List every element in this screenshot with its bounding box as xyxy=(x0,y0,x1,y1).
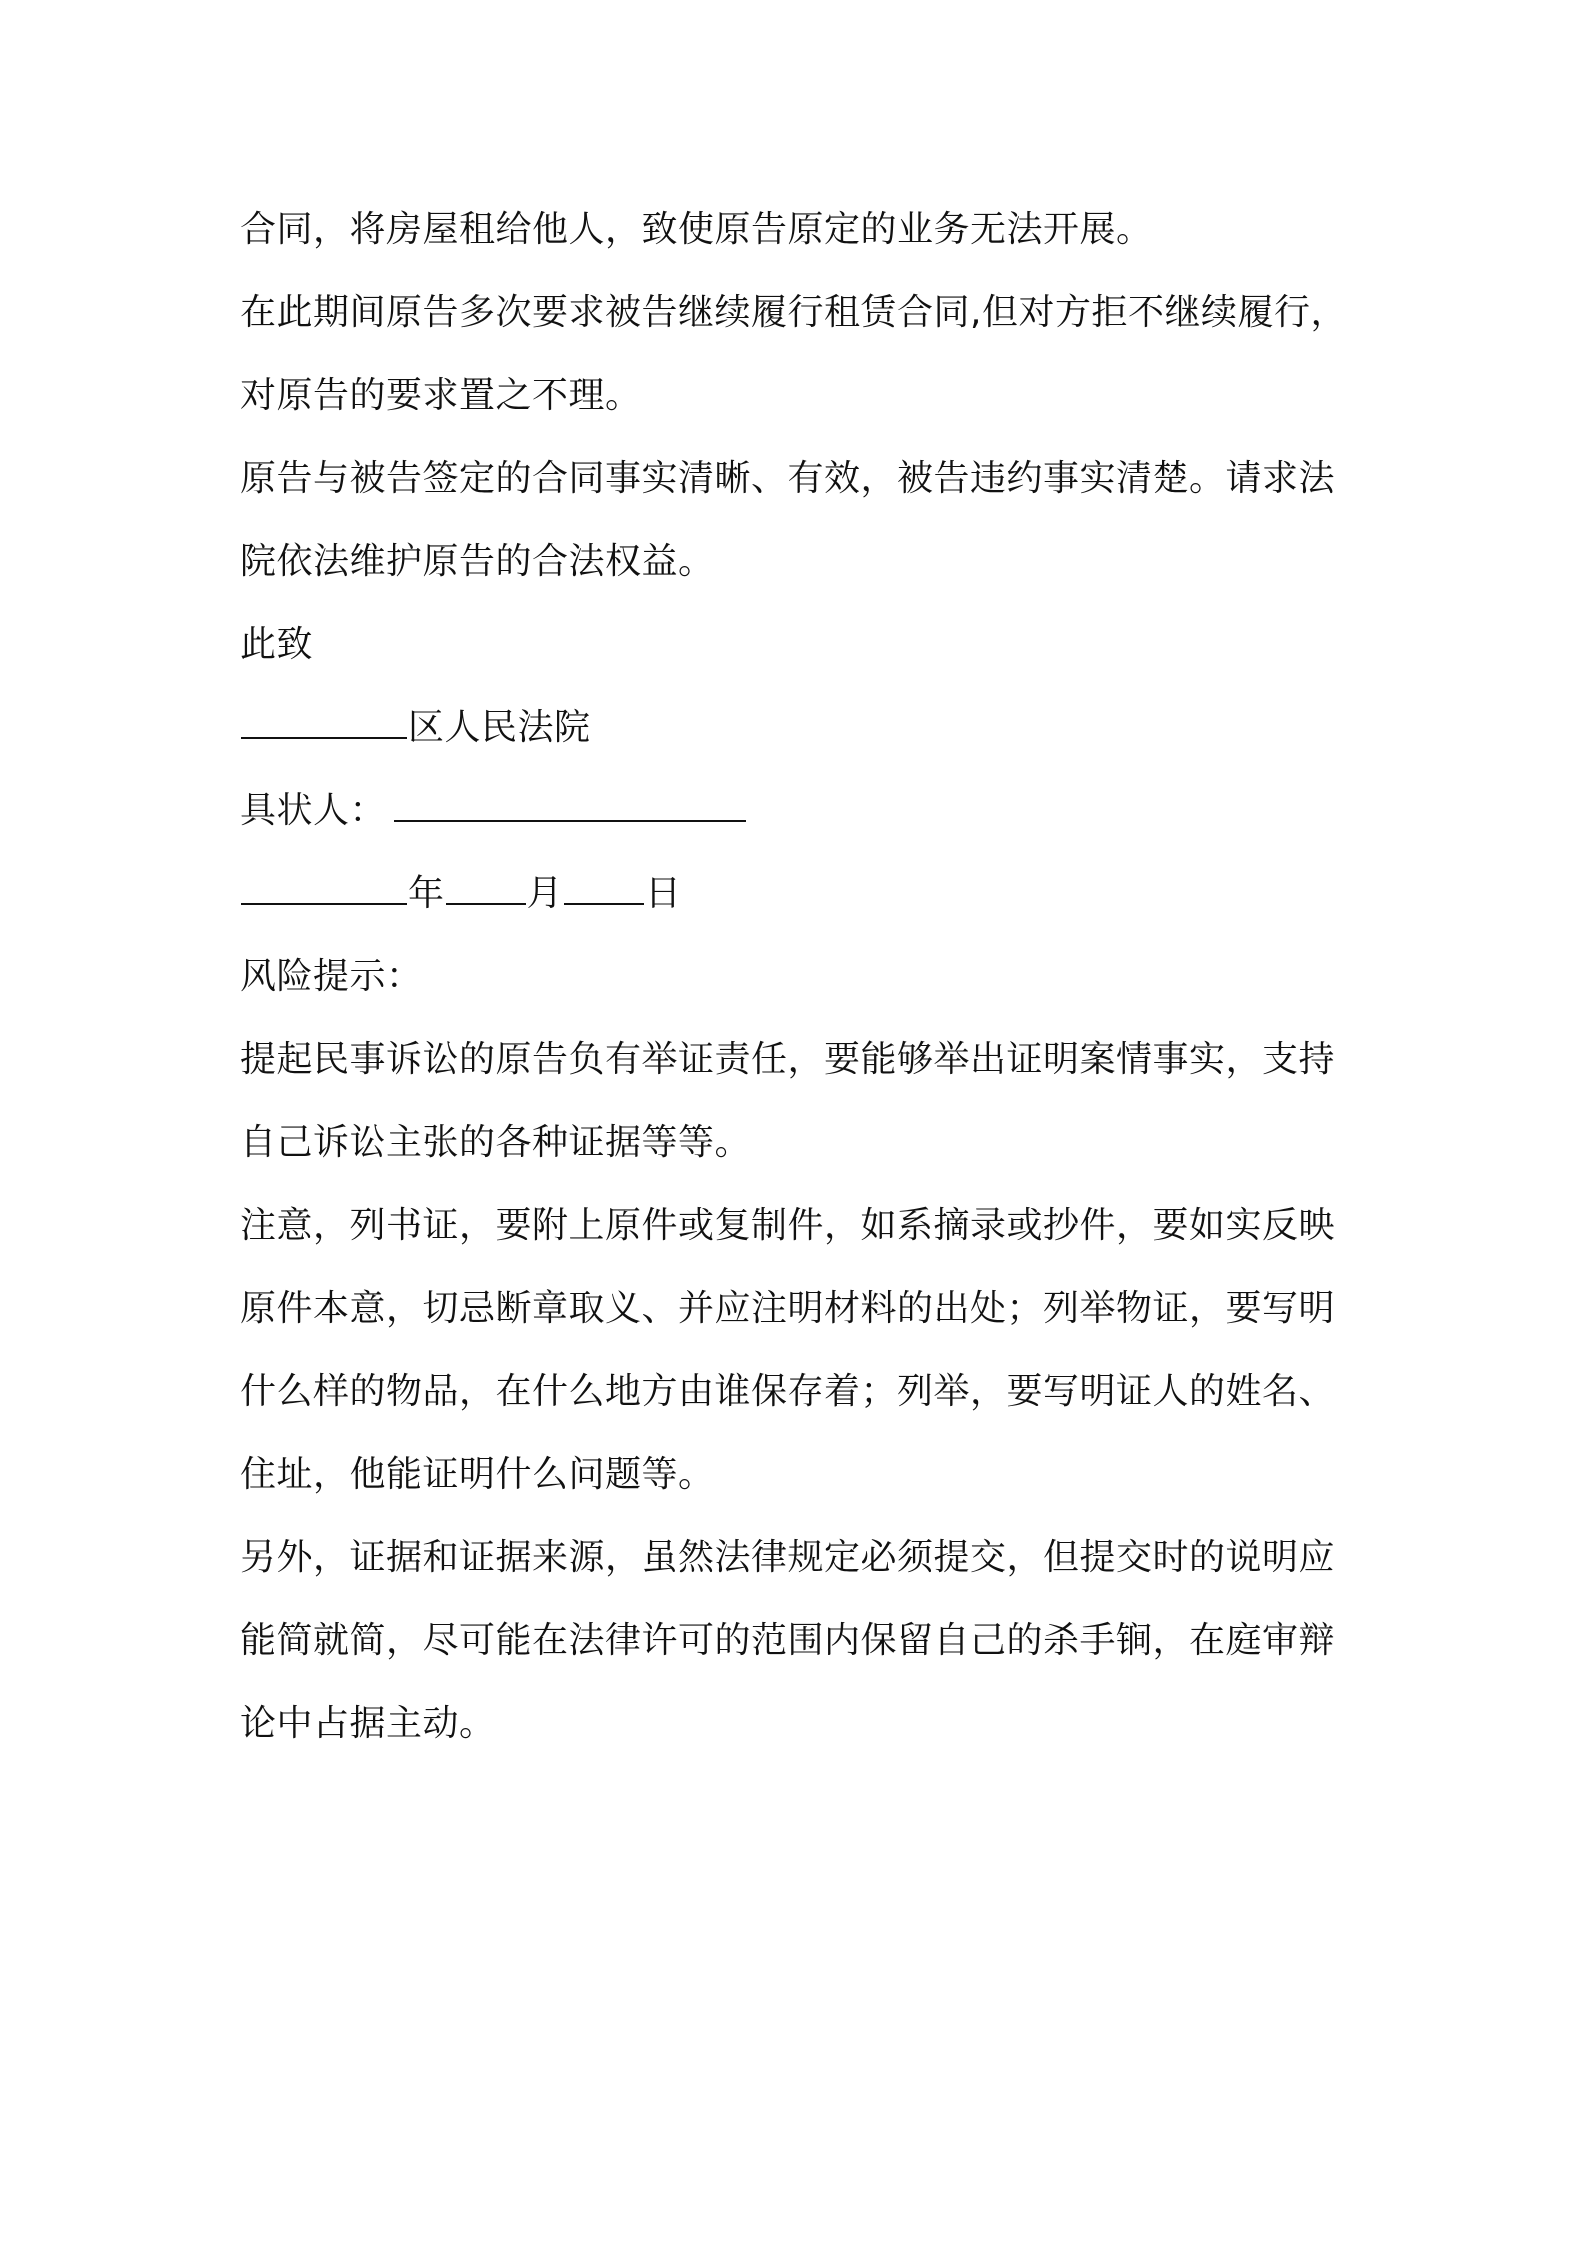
risk-line: 自己诉讼主张的各种证据等等。 xyxy=(240,1122,752,1163)
risk-line: 提起民事诉讼的原告负有举证责任，要能够举出证明案情事实，支持 xyxy=(240,1039,1336,1080)
paragraph-line: 院依法维护原告的合法权益。 xyxy=(240,541,715,582)
signer-line xyxy=(240,769,1380,852)
risk-title: 风险提示： xyxy=(240,956,423,997)
salutation: 此致 xyxy=(240,624,314,665)
year-label: 年 xyxy=(408,873,445,914)
signer-name-blank[interactable] xyxy=(394,790,746,822)
year-blank[interactable] xyxy=(241,873,407,905)
risk-line: 另外，证据和证据来源，虽然法律规定必须提交，但提交时的说明应 xyxy=(240,1537,1336,1578)
paragraph-line: 合同，将房屋租给他人，致使原告原定的业务无法开展。 xyxy=(240,209,1153,250)
risk-line: 论中占据主动。 xyxy=(240,1703,496,1744)
risk-line: 住址，他能证明什么问题等。 xyxy=(240,1454,715,1495)
risk-line: 原件本意，切忌断章取义、并应注明材料的出处；列举物证，要写明 xyxy=(240,1288,1336,1329)
day-blank[interactable] xyxy=(564,873,644,905)
date-line xyxy=(240,852,1380,935)
day-label: 日 xyxy=(645,873,682,914)
court-line xyxy=(240,686,1380,769)
court-suffix: 区人民法院 xyxy=(408,707,591,748)
signer-label: 具状人： xyxy=(240,790,387,831)
paragraph-line: 在此期间原告多次要求被告继续履行租赁合同,但对方拒不继续履行， xyxy=(240,292,1347,333)
risk-line: 能简就简，尽可能在法律许可的范围内保留自己的杀手锏，在庭审辩 xyxy=(240,1620,1336,1661)
paragraph-line: 原告与被告签定的合同事实清晰、有效，被告违约事实清楚。请求法 xyxy=(240,458,1336,499)
paragraph-line: 对原告的要求置之不理。 xyxy=(240,375,642,416)
court-name-blank[interactable] xyxy=(241,707,407,739)
month-blank[interactable] xyxy=(446,873,526,905)
month-label: 月 xyxy=(526,873,564,914)
risk-line: 注意，列书证，要附上原件或复制件，如系摘录或抄件，要如实反映 xyxy=(240,1205,1336,1246)
document-body xyxy=(240,188,1380,1765)
risk-line: 什么样的物品，在什么地方由谁保存着；列举，要写明证人的姓名、 xyxy=(240,1371,1336,1412)
